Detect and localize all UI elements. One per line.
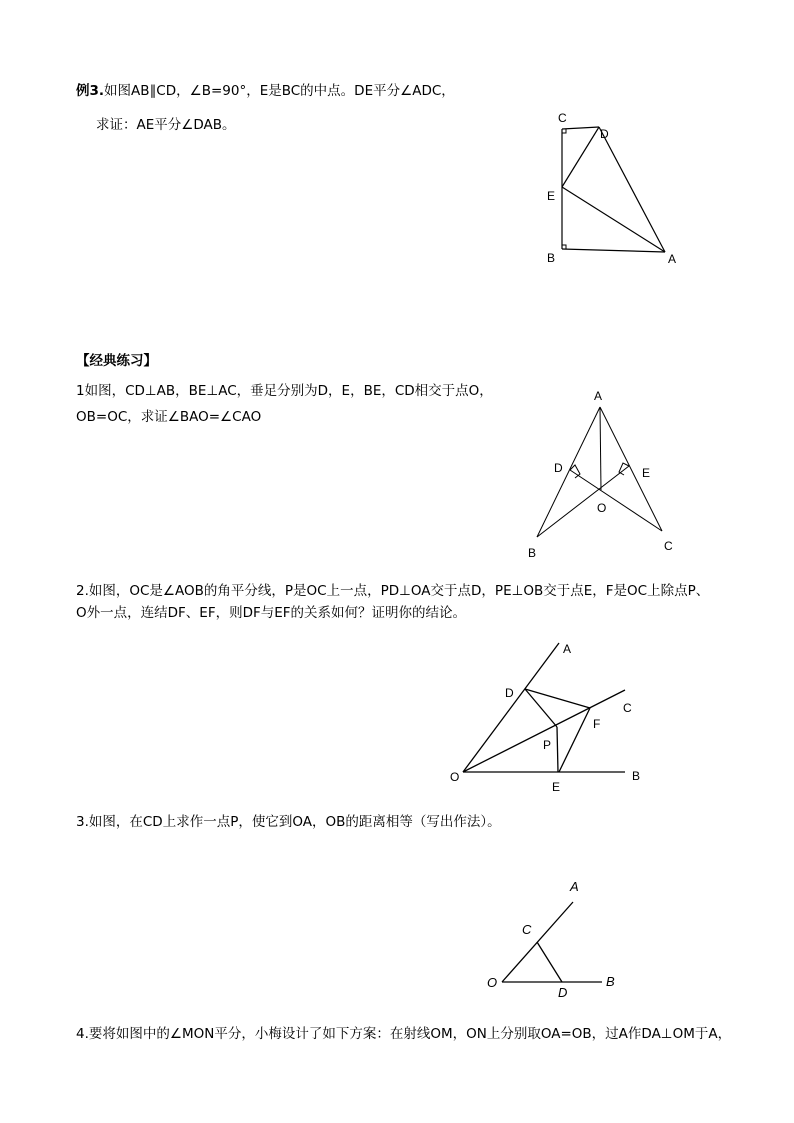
label-a: A: [563, 642, 572, 656]
q1-line2: OB=OC，求证∠BAO=∠CAO: [76, 409, 262, 425]
q1-line1: 1如图，CD⊥AB，BE⊥AC，垂足分别为D，E，BE，CD相交于点O，: [76, 383, 493, 399]
label-p: P: [543, 738, 552, 752]
label-c: C: [522, 922, 532, 937]
label-a: A: [594, 389, 603, 403]
label-b: B: [528, 546, 537, 560]
label-c: C: [664, 539, 673, 553]
q2-line2: O外一点，连结DF、EF，则DF与EF的关系如何？证明你的结论。: [76, 605, 467, 621]
q3-line1: 3.如图，在CD上求作一点P，使它到OA，OB的距离相等（写出作法）。: [76, 814, 501, 830]
label-d: D: [600, 127, 609, 141]
label-b: B: [606, 974, 615, 989]
label-e: E: [642, 466, 651, 480]
label-e: E: [547, 189, 556, 203]
section-title: 【经典练习】: [76, 353, 157, 369]
label-o: O: [487, 975, 498, 990]
label-a: A: [668, 252, 677, 266]
label-o: O: [597, 501, 607, 515]
label-d: D: [554, 461, 563, 475]
label-a: A: [570, 879, 579, 894]
label-f: F: [593, 717, 601, 731]
label-c: C: [623, 701, 632, 715]
example3-line1: 如图AB∥CD，∠B=90°，E是BC的中点。DE平分∠ADC，: [104, 83, 455, 99]
label-e: E: [552, 780, 561, 794]
label-b: B: [632, 769, 641, 783]
example3-label: 例3.: [76, 83, 105, 99]
label-d: D: [558, 985, 568, 1000]
label-d: D: [505, 686, 514, 700]
segment-cd: [537, 942, 562, 982]
q2-line1: 2.如图，OC是∠AOB的角平分线，P是OC上一点，PD⊥OA交于点D，PE⊥OB交于点E，F是OC上除点P、: [76, 583, 710, 599]
example3-line2: 求证：AE平分∠DAB。: [96, 117, 236, 133]
label-b: B: [547, 251, 556, 265]
label-c: C: [558, 111, 567, 125]
label-o: O: [450, 770, 460, 784]
q4-line1: 4.要将如图中的∠MON平分，小梅设计了如下方案：在射线OM，ON上分别取OA=OB，过A作DA⊥OM于A，: [76, 1026, 732, 1042]
